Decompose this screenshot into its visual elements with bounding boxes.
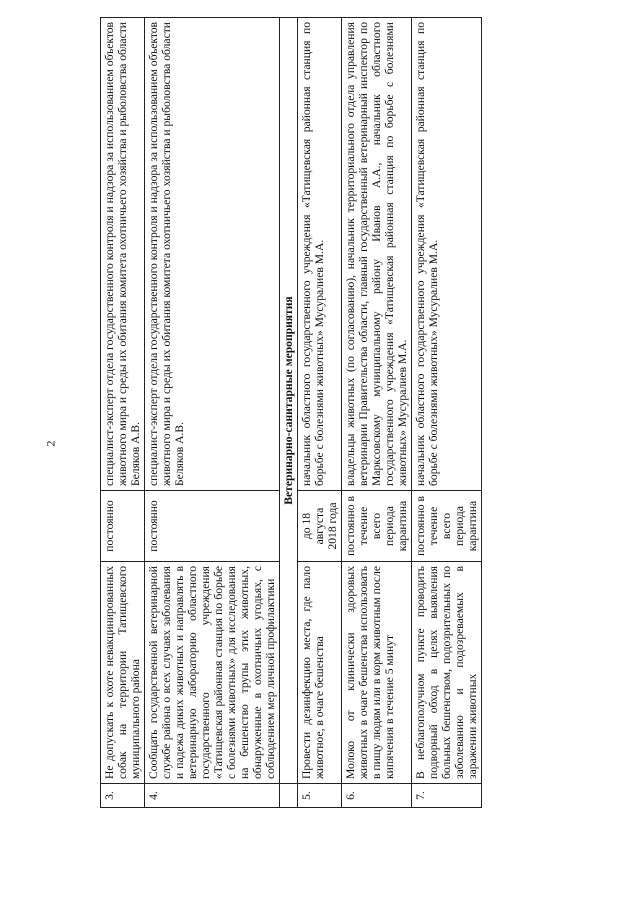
term-text: до 18 августа 2018 года: [298, 491, 342, 562]
responsible-text: начальник областного государственного учреждения «Татищевская районная станция по борьбе с болезнями животных» Мусуралиев М.А.: [412, 18, 482, 491]
measure-text: Сообщать государственной ветеринарной службе района о всех случаях заболевания и падежа диких животных и направлять в ветеринарную лабораторию областного государственного учреждения «Татищевская районная станция по борьбе с болезнями животных» для исследования на бешенство трупы этих животных, обнаруженные в охотничьих угодьях, с соблюдением мер личной профилактики: [145, 562, 280, 784]
measures-table: [100, 17, 482, 808]
table-row: [342, 18, 412, 808]
responsible-text: начальник областного государственного учреждения «Татищевская районная станция по борьбе с болезнями животных» Мусуралиев М.А.: [298, 18, 342, 491]
section-row: [280, 18, 298, 808]
row-number: 6.: [342, 784, 412, 808]
page-number: 2: [43, 440, 58, 447]
measure-text: Молоко от клинически здоровых животных в очаге бешенства использовать в пищу людям или в корм животным после кипячения в течение 5 минут: [342, 562, 412, 784]
row-number: 5.: [298, 784, 342, 808]
table-wrapper: [100, 18, 615, 808]
term-text: постоянно: [145, 491, 280, 562]
table-row: [101, 18, 145, 808]
responsible-text: специалист-эксперт отдела государственного контроля и надзора за использованием объектов животного мира и среды их обитания комитета охотничьего хозяйства и рыболовства области Беляков А.В.: [101, 18, 145, 491]
row-number: 7.: [412, 784, 482, 808]
section-heading: Ветеринарно-санитарные мероприятия: [280, 18, 298, 784]
term-text: постоянно в течение всего периода карантина: [412, 491, 482, 562]
responsible-text: владельцы животных (по согласованию), начальник территориального отдела управления ветеринарии Правительства области, главный государственный ветеринарный инспектор по Марксовскому муниципальному району Иванов А.А., начальник областного государственного учреждения «Татищевская районная станция по борьбе с болезнями животных» Мусуралиев М.А.: [342, 18, 412, 491]
table-row: [145, 18, 280, 808]
table-row: [298, 18, 342, 808]
rotated-page: [100, 18, 615, 808]
measure-text: Не допускать к охоте невакцинированных собак на территории Татищевского муниципального района: [101, 562, 145, 784]
row-number: 4.: [145, 784, 280, 808]
measure-text: В неблагополучном пункте проводить подворный обход в целях выявления больных бешенством, подозрительных по заболеванию и подозреваемых в заражении животных: [412, 562, 482, 784]
term-text: постоянно в течение всего периода карантина: [342, 491, 412, 562]
term-text: постоянно: [101, 491, 145, 562]
measure-text: Провести дезинфекцию места, где пало животное, в очаге бешенства: [298, 562, 342, 784]
responsible-text: специалист-эксперт отдела государственного контроля и надзора за использованием объектов животного мира и среды их обитания комитета охотничьего хозяйства и рыболовства области Беляков А.В.: [145, 18, 280, 491]
row-number: 3.: [101, 784, 145, 808]
table-row: [412, 18, 482, 808]
